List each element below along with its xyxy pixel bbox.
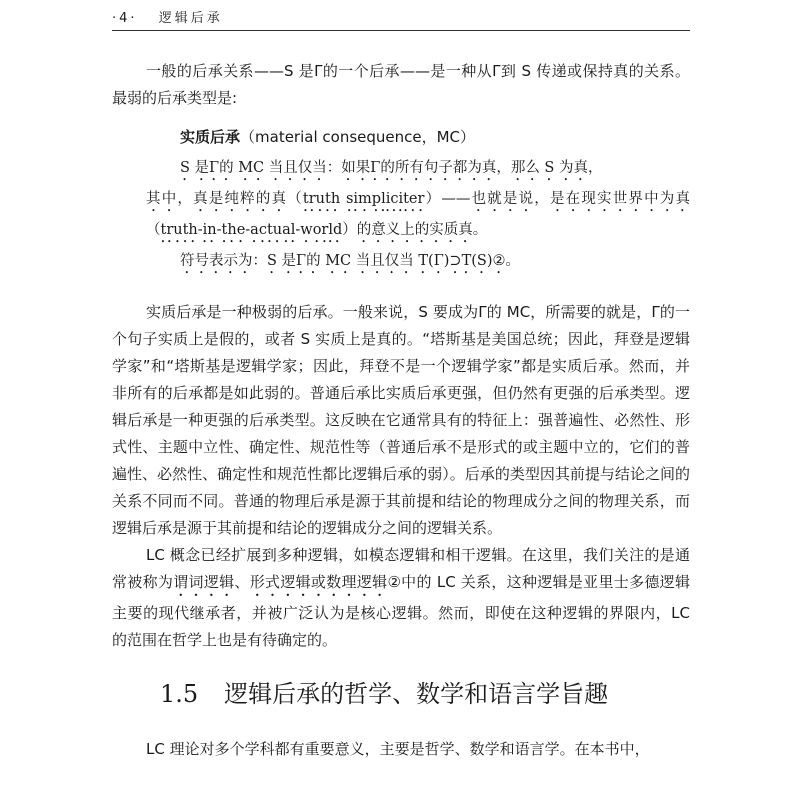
definition-block [112,122,690,277]
paragraph-2: 实质后承是一种极弱的后承。一般来说，S 要成为Γ的 MC，所需要的就是，Γ的一个句子实质上是假的，或者 S 实质上是真的。“塔斯基是美国总统；因此，拜登是逻辑学家”和“塔斯基是逻辑学家；因此，拜登不是一个逻辑学家”都是实质后承。然而，并非所有的后承都是如此弱的。普通后承比实质后承更强，但仍然有更强的后承类型。逻辑后承是一种更强的后承类型。这反映在它通常具有的特征上：强普遍性、必然性、形式性、主题中立性、确定性、规范性等（普通后承不是形式的或主题中立的，它们的普遍性、必然性、确定性和规范性都比逻辑后承的弱）。后承的类型因其前提与结论之间的关系不同而不同。普通的物理后承是源于其前提和结论的物理成分之间的物理关系，而逻辑后承是源于其前提和结论的逻辑成分之间的逻辑关系。 [112,303,690,537]
paragraph-3 [112,542,690,654]
paragraph-1: 一般的后承关系——S 是Γ的一个后承——是一种从Γ到 S 传递或保持真的关系。最弱的后承类型是: [112,62,690,107]
running-header [112,8,690,31]
paragraph-3-emphasis: 谓词逻辑、形式逻辑或数理逻辑 [173,573,388,591]
definition-line-3: 符号表示为：S 是Γ的 MC 当且仅当 T(Γ)⊃T(S)②。 [180,253,520,269]
definition-line-2: 其中，真是纯粹的真（truth simpliciter）——也就是说，是在现实世界中为真（truth-in-the-actual-world）的意义上的实质真。 [146,191,690,238]
definition-line-1: S 是Γ的 MC 当且仅当：如果Γ的所有句子都为真，那么 S 为真， [180,160,603,176]
definition-term: 实质后承 [180,128,241,146]
section-heading [112,674,690,714]
running-title: 逻辑后承 [158,11,223,26]
page-number: ·4· [112,11,138,26]
section-title: 逻辑后承的哲学、数学和语言学旨趣 [224,680,609,708]
definition-title [180,122,690,153]
page-body [112,58,690,763]
paragraph-4: LC 理论对多个学科都有重要意义，主要是哲学、数学和语言学。在本书中， [146,740,650,758]
definition-term-english: （material consequence，MC） [240,128,476,146]
section-number: 1.5 [160,680,199,708]
paragraph-3-part-1: LC 概念已经扩展到多种逻辑，如模态逻辑和相干逻辑。在这里，我们关注的是通常被称为 [112,546,690,591]
paragraph-3-part-2: ②中的 LC 关系，这种逻辑是亚里士多德逻辑主要的现代继承者，并被广泛认为是核心逻辑。然而，即使在这种逻辑的界限内，LC 的范围在哲学上也是有待确定的。 [112,573,690,649]
